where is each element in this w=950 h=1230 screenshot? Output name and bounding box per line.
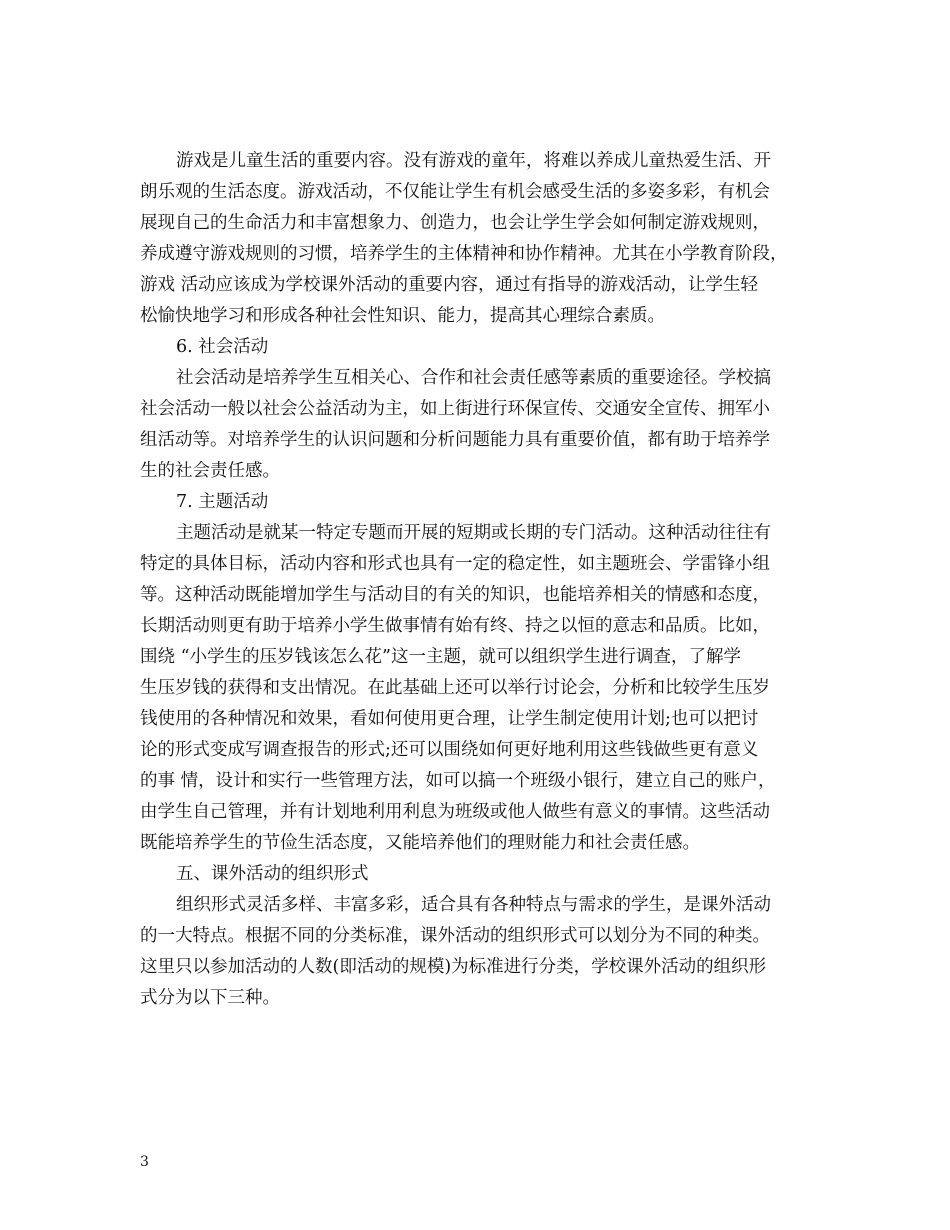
text-line: 7. 主题活动 bbox=[176, 492, 269, 512]
text-line: 组织形式灵活多样、丰富多彩，适合具有各种特点与需求的学生，是课外活动 bbox=[176, 895, 771, 915]
body-text bbox=[140, 146, 812, 1014]
text-line: 特定的具体目标，活动内容和形式也具有一定的稳定性，如主题班会、学雷锋小组 bbox=[140, 554, 770, 574]
text-line: 生压岁钱的获得和支出情况。在此基础上还可以举行讨论会，分析和比较学生压岁 bbox=[140, 678, 770, 698]
text-line: 主题活动是就某一特定专题而开展的短期或长期的专门活动。这种活动往往有 bbox=[176, 523, 771, 543]
text-line: 五、课外活动的组织形式 bbox=[176, 864, 369, 884]
text-line: 游戏是儿童生活的重要内容。没有游戏的童年，将难以养成儿童热爱生活、开 bbox=[176, 151, 771, 171]
text-line: 生的社会责任感。 bbox=[140, 461, 280, 481]
text-line: 养成遵守游戏规则的习惯，培养学生的主体精神和协作精神。尤其在小学教育阶段， bbox=[140, 244, 788, 264]
text-line: 社会活动一般以社会公益活动为主，如上街进行环保宣传、交通安全宣传、拥军小 bbox=[140, 399, 770, 419]
text-line: 展现自己的生命活力和丰富想象力、创造力，也会让学生学会如何制定游戏规则， bbox=[140, 213, 770, 233]
text-line: 的事 情，设计和实行一些管理方法，如可以搞一个班级小银行，建立自己的账户， bbox=[140, 771, 776, 791]
text-line: 长期活动则更有助于培养小学生做事情有始有终、持之以恒的意志和品质。比如， bbox=[140, 616, 770, 636]
page-number: 3 bbox=[140, 1154, 149, 1170]
text-line: 论的形式变成写调查报告的形式;还可以围绕如何更好地利用这些钱做些更有意义 bbox=[140, 740, 759, 760]
text-line: 松愉快地学习和形成各种社会性知识、能力，提高其心理综合素质。 bbox=[140, 306, 665, 326]
text-line: 钱使用的各种情况和效果，看如何使用更合理，让学生制定使用计划;也可以把讨 bbox=[140, 709, 759, 729]
text-line: 6. 社会活动 bbox=[176, 337, 269, 357]
text-line: 的一大特点。根据不同的分类标准，课外活动的组织形式可以划分为不同的种类。 bbox=[140, 926, 770, 946]
text-line: 等。这种活动既能增加学生与活动目的有关的知识，也能培养相关的情感和态度， bbox=[140, 585, 770, 605]
text-line: 由学生自己管理，并有计划地利用利息为班级或他人做些有意义的事情。这些活动 bbox=[140, 802, 770, 822]
text-line: 朗乐观的生活态度。游戏活动，不仅能让学生有机会感受生活的多姿多彩，有机会 bbox=[140, 182, 770, 202]
text-line: 既能培养学生的节俭生活态度，又能培养他们的理财能力和社会责任感。 bbox=[140, 833, 700, 853]
text-line: 游戏 活动应该成为学校课外活动的重要内容，通过有指导的游戏活动，让学生轻 bbox=[140, 275, 759, 295]
text-line: 社会活动是培养学生互相关心、合作和社会责任感等素质的重要途径。学校搞 bbox=[176, 368, 771, 388]
text-line: 围绕 “小学生的压岁钱该怎么花”这一主题，就可以组织学生进行调查，了解学 bbox=[140, 647, 741, 667]
text-line: 式分为以下三种。 bbox=[140, 988, 280, 1008]
text-line: 这里只以参加活动的人数(即活动的规模)为标准进行分类，学校课外活动的组织形 bbox=[140, 957, 767, 977]
text-line: 组活动等。对培养学生的认识问题和分析问题能力具有重要价值，都有助于培养学 bbox=[140, 430, 770, 450]
